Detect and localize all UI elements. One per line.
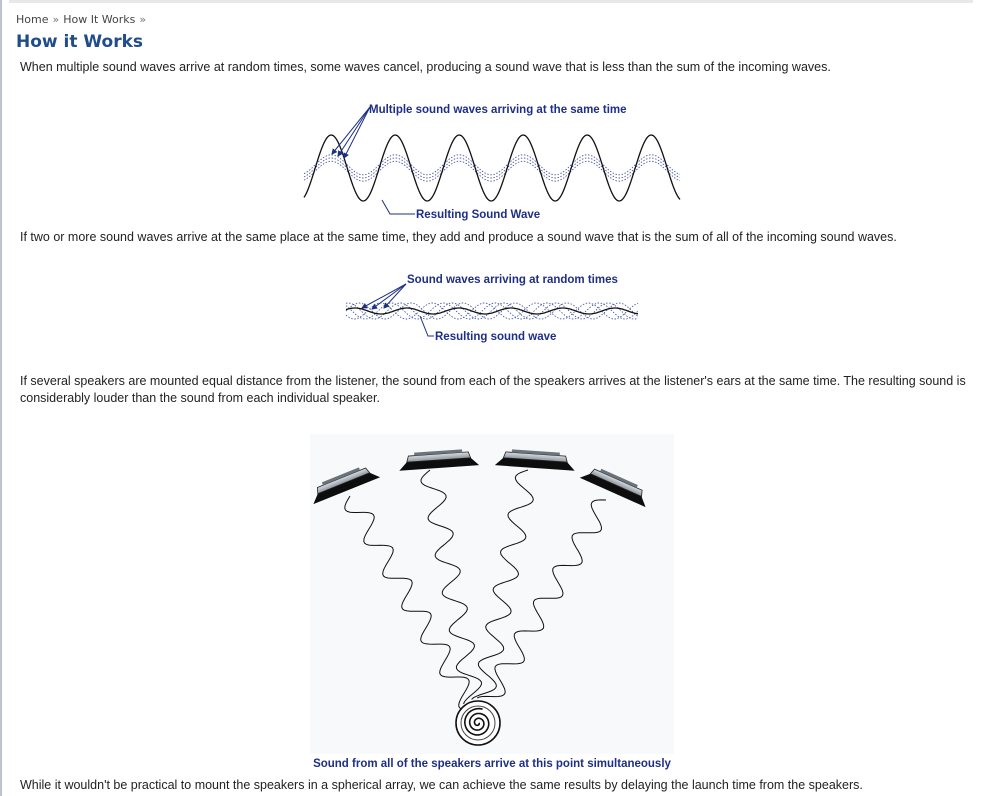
top-divider (9, 0, 973, 3)
paragraph-3: If several speakers are mounted equal distance from the listener, the sound from each of the speakers arrives at the listener's ears at the same time. The resulting sound is considerably louder than the sound from each individual speaker. (20, 374, 966, 405)
paragraph-4: While it wouldn't be practical to mount the speakers in a spherical array, we can achieve the same results by delaying the launch time from the speakers. (20, 778, 863, 792)
label-pointer-arrow (372, 284, 406, 309)
label-pointer-arrow (362, 284, 406, 308)
incoming-wave-line (346, 303, 638, 319)
diagram3-caption: Sound from all of the speakers arrive at this point simultaneously (313, 758, 671, 770)
listener-spiral-icon (456, 701, 500, 745)
page-title: How it Works (16, 32, 144, 52)
label-pointer-arrow (344, 107, 370, 158)
diagram1-top-label: Multiple sound waves arriving at the same time (369, 104, 627, 116)
incoming-wave-line (304, 158, 680, 178)
label-pointer-line (382, 200, 415, 214)
in-phase-waves-diagram (300, 96, 690, 226)
breadcrumb (16, 13, 150, 26)
label-pointer-arrow (332, 107, 370, 154)
incoming-wave-line (346, 303, 638, 319)
random-phase-waves-diagram (340, 266, 650, 348)
incoming-wave-line (346, 303, 638, 319)
speaker-array-diagram (310, 434, 674, 776)
incoming-wave-group (304, 155, 680, 181)
incoming-wave-group (346, 303, 638, 319)
label-pointer-arrow (338, 107, 370, 156)
breadcrumb-separator: » (52, 13, 60, 26)
resulting-wave-line (346, 308, 638, 314)
diagram2-top-label: Sound waves arriving at random times (407, 274, 618, 286)
breadcrumb-separator: » (139, 13, 147, 26)
diagram2-bottom-label: Resulting sound wave (435, 331, 557, 343)
breadcrumb-how-it-works-link[interactable]: How It Works (63, 13, 136, 26)
paragraph-2: If two or more sound waves arrive at the same place at the same time, they add and produce a sound wave that is the sum of all of the incoming sound waves. (20, 230, 897, 244)
incoming-wave-line (346, 303, 638, 319)
page-left-border (0, 0, 2, 796)
incoming-wave-line (304, 155, 680, 175)
resulting-wave-line (304, 135, 680, 201)
paragraph-1: When multiple sound waves arrive at random times, some waves cancel, producing a sound wave that is less than the sum of the incoming waves. (20, 60, 831, 74)
incoming-wave-line (304, 161, 680, 181)
diagram1-bottom-label: Resulting Sound Wave (416, 209, 541, 221)
breadcrumb-home-link[interactable]: Home (16, 13, 49, 26)
